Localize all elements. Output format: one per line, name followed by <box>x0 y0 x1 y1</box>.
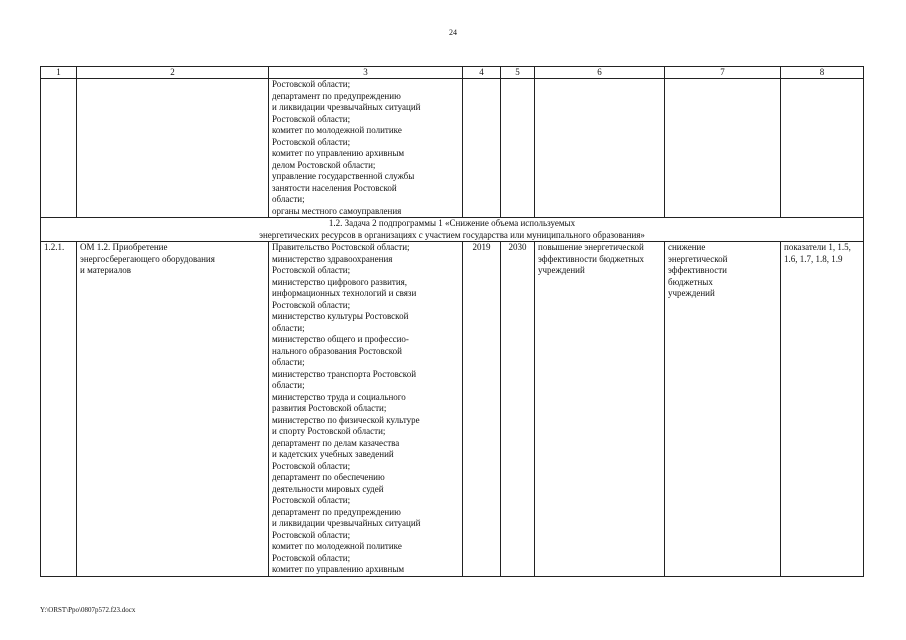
indicator-line: 1.6, 1.7, 1.8, 1.9 <box>784 253 843 264</box>
executor-line: департамент по предупреждению <box>272 506 401 517</box>
result-line: эффективности бюджетных <box>538 253 645 264</box>
consequence-line: снижение <box>668 242 706 252</box>
executor-line: Ростовской области; <box>272 265 351 275</box>
executor-line: министерство по физической культуре <box>272 414 420 425</box>
item-title-line: энергосберегающего оборудования <box>80 253 215 264</box>
executor-line: делом Ростовской области; <box>272 159 376 170</box>
task-heading-line: энергетических ресурсов в организациях с участием государства или муниципального образования» <box>259 229 645 240</box>
executor-line: министерство цифрового развития, <box>272 276 408 287</box>
executor-line: занятости населения Ростовской <box>272 182 397 193</box>
item-title-line: ОМ 1.2. Приобретение <box>80 242 168 252</box>
header-cell: 3 <box>269 67 463 79</box>
executor-line: министерство транспорта Ростовской <box>272 368 417 379</box>
executor-line: министерство общего и профессио- <box>272 334 409 344</box>
executor-line: Ростовской области; <box>272 136 351 147</box>
item-title-cell <box>77 242 269 577</box>
cell-empty <box>535 79 665 218</box>
executor-line: и спорту Ростовской области; <box>272 426 386 436</box>
executor-line: области; <box>272 322 305 333</box>
executor-line: области; <box>272 357 305 367</box>
executor-line: Ростовской области; <box>272 79 351 89</box>
consequence-line: бюджетных <box>668 276 713 287</box>
start-year: 2019 <box>463 242 501 577</box>
program-table <box>40 66 864 577</box>
executor-line: Правительство Ростовской области; <box>272 242 410 252</box>
indicators-cell <box>781 242 864 577</box>
header-cell: 4 <box>463 67 501 79</box>
executor-line: и ликвидации чрезвычайных ситуаций <box>272 518 421 528</box>
cell-empty <box>77 79 269 218</box>
executor-line: министерство культуры Ростовской <box>272 311 409 321</box>
consequence-line: эффективности <box>668 265 727 275</box>
executor-line: Ростовской области; <box>272 299 351 310</box>
executor-line: информационных технологий и связи <box>272 288 417 298</box>
executor-line: деятельности мировых судей <box>272 483 384 494</box>
item-row <box>41 242 864 577</box>
footer-file-path: Y:\ORST\Ppo\0807p572.f23.docx <box>40 606 136 614</box>
executors-cell <box>269 79 463 218</box>
executor-line: органы местного самоуправления <box>272 205 402 216</box>
executor-line: области; <box>272 380 305 390</box>
header-cell: 7 <box>665 67 781 79</box>
header-cell: 2 <box>77 67 269 79</box>
executor-line: министерство здравоохранения <box>272 253 393 264</box>
executor-line: Ростовской области; <box>272 460 351 471</box>
executor-line: комитет по управлению архивным <box>272 148 405 158</box>
cell-empty <box>665 79 781 218</box>
cell-empty <box>41 79 77 218</box>
executor-line: нального образования Ростовской <box>272 345 402 356</box>
task-row <box>41 218 864 242</box>
executor-line: области; <box>272 194 305 204</box>
executor-line: и кадетских учебных заведений <box>272 449 394 459</box>
result-line: учреждений <box>538 265 585 275</box>
continuation-row <box>41 79 864 218</box>
consequence-line: учреждений <box>668 288 715 298</box>
consequence-cell <box>665 242 781 577</box>
consequence-line: энергетической <box>668 253 728 264</box>
executor-line: Ростовской области; <box>272 495 351 505</box>
executor-line: Ростовской области; <box>272 529 351 540</box>
expected-result-cell <box>535 242 665 577</box>
indicator-line: показатели 1, 1.5, <box>784 242 851 252</box>
executor-line: Ростовской области; <box>272 552 351 563</box>
task-heading <box>41 218 864 242</box>
executor-line: комитет по управлению архивным <box>272 564 405 574</box>
executor-line: управление государственной службы <box>272 171 415 181</box>
executor-line: комитет по молодежной политике <box>272 125 402 135</box>
header-row <box>41 67 864 79</box>
header-cell: 6 <box>535 67 665 79</box>
end-year: 2030 <box>501 242 535 577</box>
executor-line: и ликвидации чрезвычайных ситуаций <box>272 102 421 112</box>
executor-line: комитет по молодежной политике <box>272 541 402 551</box>
item-title-line: и материалов <box>80 265 132 275</box>
page-number: 24 <box>449 28 457 37</box>
executor-line: Ростовской области; <box>272 113 351 124</box>
cell-empty <box>501 79 535 218</box>
executor-line: министерство труда и социального <box>272 391 406 402</box>
cell-empty <box>781 79 864 218</box>
header-cell: 8 <box>781 67 864 79</box>
header-cell: 1 <box>41 67 77 79</box>
header-cell: 5 <box>501 67 535 79</box>
item-number: 1.2.1. <box>41 242 77 577</box>
executors-cell <box>269 242 463 577</box>
executor-line: департамент по делам казачества <box>272 437 400 448</box>
executor-line: департамент по обеспечению <box>272 472 385 482</box>
result-line: повышение энергетической <box>538 242 644 252</box>
executor-line: департамент по предупреждению <box>272 90 401 101</box>
cell-empty <box>463 79 501 218</box>
task-heading-line: 1.2. Задача 2 подпрограммы 1 «Снижение объема используемых <box>328 218 576 228</box>
executor-line: развития Ростовской области; <box>272 403 387 413</box>
